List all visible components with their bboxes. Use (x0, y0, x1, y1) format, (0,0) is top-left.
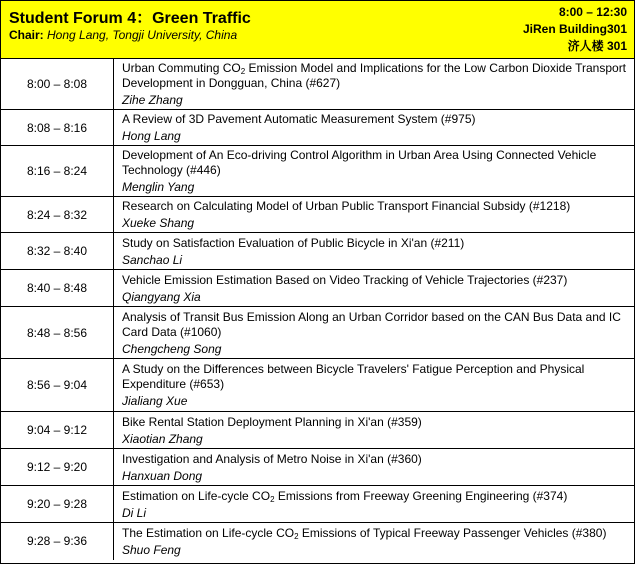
paper-author: Di Li (122, 505, 147, 520)
paper-title-text: Estimation on Life-cycle CO (122, 488, 271, 503)
talk-row (1, 412, 634, 449)
paper-title (122, 199, 628, 214)
paper-title-text: Study on Satisfaction Evaluation of Public Bicycle in Xi'an (#211) (122, 235, 465, 250)
talk-cell (114, 449, 635, 486)
talk-time: 9:20 – 9:28 (1, 486, 114, 523)
talk-row (1, 307, 634, 359)
paper-author: Chengcheng Song (122, 341, 222, 356)
session-venue-en: JiRen Building301 (522, 22, 627, 36)
paper-author: Qiangyang Xia (122, 289, 201, 304)
chair-label: Chair: (9, 28, 44, 42)
talk-row (1, 146, 634, 197)
subscript: 2 (270, 494, 275, 504)
talk-time: 8:56 – 9:04 (1, 359, 114, 412)
subscript: 2 (240, 67, 246, 76)
paper-author: Sanchao Li (122, 252, 183, 267)
paper-title (122, 112, 628, 127)
talk-time: 8:16 – 8:24 (1, 146, 114, 197)
talk-time: 8:00 – 8:08 (1, 59, 114, 110)
talk-row (1, 197, 634, 233)
paper-title-text: Emissions from Freeway Greening Engineering (#374) (274, 488, 568, 503)
paper-title-text: Analysis of Transit Bus Emission Along an Urban Corridor based on the CAN Bus Data and IC Card Data (#1060) (122, 309, 621, 339)
talk-row (1, 110, 634, 146)
paper-title-text: A Review of 3D Pavement Automatic Measurement System (#975) (122, 112, 476, 126)
talk-cell (114, 307, 635, 359)
session-chair (9, 28, 237, 42)
paper-title (122, 362, 628, 392)
paper-title (122, 236, 628, 251)
talk-cell (114, 523, 635, 560)
talks-table (1, 59, 634, 560)
paper-title-text: Urban Commuting CO (122, 61, 241, 75)
talk-time: 8:08 – 8:16 (1, 110, 114, 146)
subscript: 2 (294, 531, 299, 541)
session-title: Student Forum 4：Green Traffic (9, 10, 251, 27)
paper-author: Xiaotian Zhang (122, 431, 203, 446)
session-header (1, 1, 634, 59)
paper-title-text: Bike Rental Station Deployment Planning in Xi'an (#359) (122, 414, 422, 429)
talk-time: 8:48 – 8:56 (1, 307, 114, 359)
talk-row (1, 59, 634, 110)
paper-title-text: The Estimation on Life-cycle CO (122, 525, 295, 540)
talk-row (1, 233, 634, 270)
paper-author: Zihe Zhang (122, 93, 183, 107)
session-time-venue (523, 4, 627, 55)
talk-time: 8:24 – 8:32 (1, 197, 114, 233)
talk-time: 9:04 – 9:12 (1, 412, 114, 449)
session-time: 8:00 – 12:30 (558, 5, 627, 19)
talk-cell (114, 146, 635, 197)
paper-title (122, 452, 628, 467)
paper-author: Hong Lang (122, 129, 181, 143)
paper-title-text: A Study on the Differences between Bicycle Travelers' Fatigue Perception and Physical Expenditure (#653) (122, 362, 585, 391)
paper-title (122, 61, 628, 91)
talk-time: 8:32 – 8:40 (1, 233, 114, 270)
talk-cell (114, 486, 635, 523)
paper-title (122, 273, 628, 288)
talk-cell (114, 270, 635, 307)
talk-row (1, 270, 634, 307)
paper-title (122, 526, 628, 541)
paper-title-text: Development of An Eco-driving Control Algorithm in Urban Area Using Connected Vehicle Technology (#446) (122, 148, 597, 177)
talk-cell (114, 359, 635, 412)
talk-row (1, 359, 634, 412)
paper-title (122, 310, 628, 340)
talk-time: 9:12 – 9:20 (1, 449, 114, 486)
talk-cell (114, 110, 635, 146)
talk-cell (114, 197, 635, 233)
paper-author: Xueke Shang (122, 216, 195, 230)
paper-title-text: Investigation and Analysis of Metro Noise in Xi'an (#360) (122, 451, 422, 466)
paper-title (122, 415, 628, 430)
paper-title-text: Emissions of Typical Freeway Passenger Vehicles (#380) (298, 525, 607, 540)
talk-time: 8:40 – 8:48 (1, 270, 114, 307)
talk-cell (114, 233, 635, 270)
paper-title (122, 148, 628, 178)
talk-time: 9:28 – 9:36 (1, 523, 114, 560)
talk-cell (114, 59, 635, 110)
talk-row (1, 523, 634, 560)
chair-name: Hong Lang, Tongji University, China (43, 28, 238, 42)
paper-author: Menglin Yang (122, 180, 195, 194)
paper-title-text: Emission Model and Implications for the Low Carbon Dioxide Transport Development in Dongguan, China (#627) (122, 61, 627, 90)
paper-author: Shuo Feng (122, 542, 181, 557)
paper-title-text: Research on Calculating Model of Urban Public Transport Financial Subsidy (#1218) (122, 199, 571, 213)
talk-row (1, 449, 634, 486)
paper-title-text: Vehicle Emission Estimation Based on Video Tracking of Vehicle Trajectories (#237) (122, 272, 568, 287)
paper-author: Hanxuan Dong (122, 468, 203, 483)
paper-title (122, 489, 628, 504)
talk-row (1, 486, 634, 523)
session-venue-cn: 济人楼 301 (567, 39, 627, 53)
talk-cell (114, 412, 635, 449)
paper-author: Jialiang Xue (122, 394, 188, 408)
